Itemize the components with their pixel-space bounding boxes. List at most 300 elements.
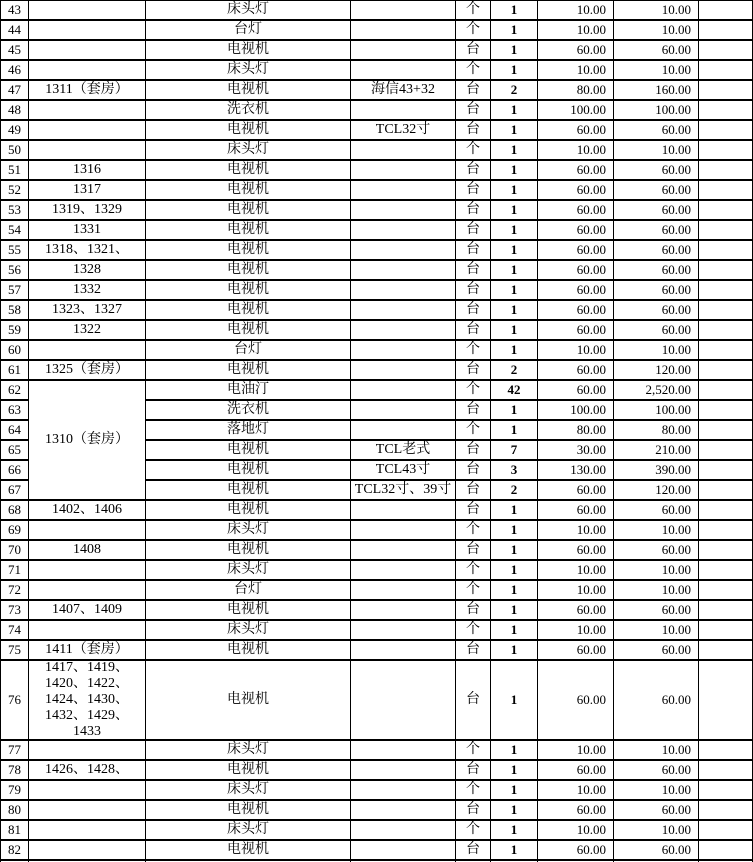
- cell-model-spec: [351, 541, 456, 561]
- cell-unit-price: 60.00: [538, 261, 614, 281]
- cell-model-spec: [351, 821, 456, 841]
- cell-room-number: [29, 121, 146, 141]
- cell-item-name: 床头灯: [146, 561, 351, 581]
- cell-model-spec: [351, 561, 456, 581]
- cell-quantity: 1: [491, 201, 538, 221]
- cell-model-spec: [351, 741, 456, 761]
- cell-unit-price: 10.00: [538, 521, 614, 541]
- cell-blank: [699, 321, 753, 341]
- cell-unit-price: 60.00: [538, 121, 614, 141]
- cell-model-spec: [351, 501, 456, 521]
- cell-model-spec: [351, 361, 456, 381]
- cell-item-name: 电视机: [146, 641, 351, 661]
- cell-unit: 台: [456, 541, 491, 561]
- cell-model-spec: [351, 621, 456, 641]
- cell-amount: 120.00: [614, 361, 699, 381]
- cell-model-spec: [351, 61, 456, 81]
- cell-blank: [699, 41, 753, 61]
- cell-room-number: 1417、1419、1420、1422、1424、1430、1432、1429、1433: [29, 661, 146, 741]
- cell-unit: 个: [456, 561, 491, 581]
- cell-item-name: 电油汀: [146, 381, 351, 401]
- cell-model-spec: [351, 581, 456, 601]
- cell-model-spec: [351, 401, 456, 421]
- cell-blank: [699, 821, 753, 841]
- cell-row-number: 63: [1, 401, 29, 421]
- cell-amount: 60.00: [614, 841, 699, 861]
- cell-quantity: 2: [491, 361, 538, 381]
- cell-quantity: 1: [491, 841, 538, 861]
- cell-room-number: 1411（套房）: [29, 641, 146, 661]
- cell-model-spec: [351, 781, 456, 801]
- cell-unit-price: 10.00: [538, 621, 614, 641]
- cell-model-spec: [351, 21, 456, 41]
- cell-room-number: 1331: [29, 221, 146, 241]
- cell-amount: 60.00: [614, 261, 699, 281]
- cell-blank: [699, 181, 753, 201]
- cell-amount: 10.00: [614, 61, 699, 81]
- cell-unit-price: 80.00: [538, 81, 614, 101]
- cell-row-number: 79: [1, 781, 29, 801]
- cell-blank: [699, 421, 753, 441]
- cell-quantity: 1: [491, 541, 538, 561]
- cell-model-spec: [351, 321, 456, 341]
- cell-blank: [699, 301, 753, 321]
- cell-unit-price: 60.00: [538, 301, 614, 321]
- cell-unit-price: 60.00: [538, 181, 614, 201]
- cell-row-number: 81: [1, 821, 29, 841]
- cell-row-number: 80: [1, 801, 29, 821]
- cell-blank: [699, 101, 753, 121]
- cell-unit-price: 30.00: [538, 441, 614, 461]
- cell-room-number: [29, 1, 146, 21]
- cell-room-number: 1322: [29, 321, 146, 341]
- cell-unit: 台: [456, 441, 491, 461]
- cell-blank: [699, 281, 753, 301]
- cell-unit-price: 60.00: [538, 161, 614, 181]
- cell-row-number: 69: [1, 521, 29, 541]
- cell-row-number: 60: [1, 341, 29, 361]
- cell-quantity: 1: [491, 741, 538, 761]
- cell-unit-price: 100.00: [538, 401, 614, 421]
- cell-unit: 台: [456, 761, 491, 781]
- cell-row-number: 47: [1, 81, 29, 101]
- cell-quantity: 42: [491, 381, 538, 401]
- cell-row-number: 62: [1, 381, 29, 401]
- cell-amount: 60.00: [614, 161, 699, 181]
- cell-amount: 60.00: [614, 201, 699, 221]
- cell-amount: 210.00: [614, 441, 699, 461]
- cell-row-number: 50: [1, 141, 29, 161]
- cell-quantity: 7: [491, 441, 538, 461]
- cell-item-name: 床头灯: [146, 821, 351, 841]
- cell-item-name: 电视机: [146, 481, 351, 501]
- cell-amount: 60.00: [614, 761, 699, 781]
- cell-quantity: 1: [491, 581, 538, 601]
- cell-model-spec: [351, 281, 456, 301]
- cell-item-name: 电视机: [146, 461, 351, 481]
- cell-room-number: [29, 561, 146, 581]
- cell-row-number: 72: [1, 581, 29, 601]
- cell-amount: 10.00: [614, 141, 699, 161]
- cell-room-number: [29, 621, 146, 641]
- cell-model-spec: TCL43寸: [351, 461, 456, 481]
- cell-amount: 60.00: [614, 541, 699, 561]
- cell-quantity: 1: [491, 21, 538, 41]
- cell-unit-price: 60.00: [538, 281, 614, 301]
- cell-blank: [699, 201, 753, 221]
- cell-model-spec: TCL32寸: [351, 121, 456, 141]
- cell-model-spec: [351, 241, 456, 261]
- cell-amount: 10.00: [614, 1, 699, 21]
- cell-quantity: 1: [491, 41, 538, 61]
- cell-unit: 台: [456, 281, 491, 301]
- cell-unit: 个: [456, 521, 491, 541]
- cell-amount: 60.00: [614, 221, 699, 241]
- cell-quantity: 3: [491, 461, 538, 481]
- cell-model-spec: [351, 1, 456, 21]
- cell-room-number: [29, 521, 146, 541]
- cell-quantity: 1: [491, 61, 538, 81]
- cell-row-number: 55: [1, 241, 29, 261]
- cell-item-name: 电视机: [146, 541, 351, 561]
- cell-model-spec: [351, 261, 456, 281]
- cell-quantity: 1: [491, 141, 538, 161]
- cell-unit: 台: [456, 301, 491, 321]
- cell-unit-price: 10.00: [538, 781, 614, 801]
- cell-item-name: 电视机: [146, 81, 351, 101]
- cell-unit-price: 60.00: [538, 321, 614, 341]
- cell-item-name: 电视机: [146, 281, 351, 301]
- cell-amount: 10.00: [614, 561, 699, 581]
- cell-room-number: [29, 781, 146, 801]
- cell-unit: 台: [456, 401, 491, 421]
- cell-blank: [699, 61, 753, 81]
- cell-room-number: 1332: [29, 281, 146, 301]
- cell-blank: [699, 601, 753, 621]
- cell-quantity: 1: [491, 561, 538, 581]
- cell-room-number: [29, 341, 146, 361]
- cell-quantity: 1: [491, 761, 538, 781]
- cell-blank: [699, 761, 753, 781]
- cell-item-name: 电视机: [146, 501, 351, 521]
- cell-room-number: 1328: [29, 261, 146, 281]
- cell-model-spec: [351, 641, 456, 661]
- cell-row-number: 67: [1, 481, 29, 501]
- cell-item-name: 电视机: [146, 361, 351, 381]
- cell-quantity: 1: [491, 421, 538, 441]
- cell-row-number: 56: [1, 261, 29, 281]
- cell-room-number: [29, 41, 146, 61]
- cell-room-number: [29, 141, 146, 161]
- cell-quantity: 1: [491, 401, 538, 421]
- cell-unit-price: 60.00: [538, 541, 614, 561]
- cell-row-number: 52: [1, 181, 29, 201]
- cell-blank: [699, 121, 753, 141]
- cell-unit-price: 60.00: [538, 481, 614, 501]
- cell-item-name: 电视机: [146, 241, 351, 261]
- cell-row-number: 82: [1, 841, 29, 861]
- cell-unit-price: 60.00: [538, 361, 614, 381]
- cell-amount: 10.00: [614, 341, 699, 361]
- cell-unit-price: 100.00: [538, 101, 614, 121]
- cell-amount: 60.00: [614, 281, 699, 301]
- cell-quantity: 1: [491, 661, 538, 741]
- cell-blank: [699, 361, 753, 381]
- cell-model-spec: [351, 201, 456, 221]
- cell-unit: 台: [456, 601, 491, 621]
- cell-row-number: 59: [1, 321, 29, 341]
- cell-unit: 台: [456, 661, 491, 741]
- cell-item-name: 电视机: [146, 121, 351, 141]
- cell-blank: [699, 741, 753, 761]
- cell-amount: 10.00: [614, 781, 699, 801]
- cell-blank: [699, 841, 753, 861]
- cell-item-name: 电视机: [146, 41, 351, 61]
- cell-unit: 个: [456, 381, 491, 401]
- cell-unit-price: 10.00: [538, 741, 614, 761]
- cell-item-name: 台灯: [146, 21, 351, 41]
- cell-blank: [699, 501, 753, 521]
- cell-room-number: [29, 801, 146, 821]
- cell-row-number: 77: [1, 741, 29, 761]
- cell-blank: [699, 341, 753, 361]
- cell-unit-price: 10.00: [538, 581, 614, 601]
- cell-row-number: 44: [1, 21, 29, 41]
- cell-unit: 台: [456, 641, 491, 661]
- cell-unit: 个: [456, 1, 491, 21]
- cell-room-number: 1426、1428、: [29, 761, 146, 781]
- cell-model-spec: [351, 761, 456, 781]
- cell-item-name: 床头灯: [146, 621, 351, 641]
- cell-model-spec: [351, 801, 456, 821]
- cell-unit: 个: [456, 421, 491, 441]
- cell-row-number: 64: [1, 421, 29, 441]
- cell-amount: 60.00: [614, 241, 699, 261]
- cell-item-name: 床头灯: [146, 61, 351, 81]
- cell-blank: [699, 461, 753, 481]
- cell-room-number: 1323、1327: [29, 301, 146, 321]
- cell-amount: 60.00: [614, 501, 699, 521]
- cell-item-name: 床头灯: [146, 781, 351, 801]
- cell-amount: 100.00: [614, 401, 699, 421]
- cell-model-spec: [351, 161, 456, 181]
- cell-unit-price: 60.00: [538, 241, 614, 261]
- cell-room-number: [29, 841, 146, 861]
- cell-row-number: 43: [1, 1, 29, 21]
- cell-item-name: 床头灯: [146, 1, 351, 21]
- cell-blank: [699, 641, 753, 661]
- cell-amount: 10.00: [614, 621, 699, 641]
- cell-unit: 台: [456, 221, 491, 241]
- cell-row-number: 68: [1, 501, 29, 521]
- cell-room-number: [29, 21, 146, 41]
- cell-blank: [699, 141, 753, 161]
- cell-room-number: 1407、1409: [29, 601, 146, 621]
- cell-model-spec: [351, 601, 456, 621]
- cell-model-spec: [351, 221, 456, 241]
- cell-amount: 60.00: [614, 181, 699, 201]
- cell-quantity: 1: [491, 241, 538, 261]
- cell-quantity: 1: [491, 781, 538, 801]
- cell-row-number: 70: [1, 541, 29, 561]
- cell-item-name: 电视机: [146, 761, 351, 781]
- cell-unit: 个: [456, 341, 491, 361]
- cell-blank: [699, 521, 753, 541]
- cell-item-name: 电视机: [146, 201, 351, 221]
- cell-unit: 个: [456, 141, 491, 161]
- cell-room-number: [29, 61, 146, 81]
- cell-item-name: 洗衣机: [146, 101, 351, 121]
- cell-amount: 60.00: [614, 641, 699, 661]
- cell-room-number: 1408: [29, 541, 146, 561]
- cell-item-name: 电视机: [146, 801, 351, 821]
- cell-unit: 台: [456, 321, 491, 341]
- cell-blank: [699, 581, 753, 601]
- cell-model-spec: [351, 101, 456, 121]
- cell-item-name: 床头灯: [146, 521, 351, 541]
- cell-blank: [699, 661, 753, 741]
- cell-unit-price: 60.00: [538, 501, 614, 521]
- cell-unit: 个: [456, 21, 491, 41]
- cell-row-number: 51: [1, 161, 29, 181]
- cell-amount: 60.00: [614, 121, 699, 141]
- cell-room-number: 1325（套房）: [29, 361, 146, 381]
- cell-model-spec: 海信43+32: [351, 81, 456, 101]
- cell-blank: [699, 481, 753, 501]
- cell-row-number: 73: [1, 601, 29, 621]
- cell-quantity: 1: [491, 161, 538, 181]
- cell-quantity: 1: [491, 641, 538, 661]
- cell-blank: [699, 81, 753, 101]
- cell-quantity: 1: [491, 121, 538, 141]
- cell-quantity: 1: [491, 341, 538, 361]
- cell-blank: [699, 161, 753, 181]
- cell-unit: 台: [456, 481, 491, 501]
- cell-room-number: [29, 741, 146, 761]
- cell-room-number: 1402、1406: [29, 501, 146, 521]
- cell-unit: 个: [456, 741, 491, 761]
- cell-unit-price: 60.00: [538, 221, 614, 241]
- cell-item-name: 电视机: [146, 841, 351, 861]
- cell-blank: [699, 221, 753, 241]
- cell-quantity: 1: [491, 1, 538, 21]
- cell-item-name: 电视机: [146, 321, 351, 341]
- cell-row-number: 61: [1, 361, 29, 381]
- cell-unit: 台: [456, 181, 491, 201]
- cell-item-name: 电视机: [146, 181, 351, 201]
- cell-unit-price: 60.00: [538, 761, 614, 781]
- cell-unit: 个: [456, 61, 491, 81]
- cell-unit: 台: [456, 841, 491, 861]
- cell-amount: 100.00: [614, 101, 699, 121]
- cell-amount: 2,520.00: [614, 381, 699, 401]
- cell-unit: 个: [456, 581, 491, 601]
- cell-row-number: 75: [1, 641, 29, 661]
- cell-model-spec: [351, 341, 456, 361]
- cell-quantity: 2: [491, 481, 538, 501]
- cell-unit: 台: [456, 501, 491, 521]
- cell-blank: [699, 241, 753, 261]
- cell-unit: 台: [456, 201, 491, 221]
- cell-quantity: 1: [491, 301, 538, 321]
- cell-row-number: 74: [1, 621, 29, 641]
- cell-blank: [699, 381, 753, 401]
- cell-item-name: 台灯: [146, 341, 351, 361]
- cell-row-number: 76: [1, 661, 29, 741]
- cell-quantity: 1: [491, 261, 538, 281]
- cell-unit: 个: [456, 621, 491, 641]
- cell-unit-price: 60.00: [538, 201, 614, 221]
- cell-amount: 10.00: [614, 521, 699, 541]
- cell-quantity: 1: [491, 321, 538, 341]
- cell-unit-price: 60.00: [538, 381, 614, 401]
- cell-blank: [699, 801, 753, 821]
- cell-model-spec: TCL老式: [351, 441, 456, 461]
- cell-item-name: 电视机: [146, 441, 351, 461]
- cell-room-number: 1319、1329: [29, 201, 146, 221]
- cell-item-name: 洗衣机: [146, 401, 351, 421]
- cell-unit-price: 80.00: [538, 421, 614, 441]
- cell-room-number: [29, 821, 146, 841]
- cell-quantity: 1: [491, 281, 538, 301]
- cell-quantity: 1: [491, 221, 538, 241]
- cell-model-spec: [351, 181, 456, 201]
- cell-item-name: 电视机: [146, 661, 351, 741]
- cell-amount: 60.00: [614, 801, 699, 821]
- cell-quantity: 1: [491, 521, 538, 541]
- cell-amount: 10.00: [614, 581, 699, 601]
- cell-quantity: 1: [491, 601, 538, 621]
- cell-blank: [699, 621, 753, 641]
- cell-row-number: 48: [1, 101, 29, 121]
- cell-item-name: 电视机: [146, 221, 351, 241]
- cell-item-name: 电视机: [146, 301, 351, 321]
- cell-unit: 台: [456, 461, 491, 481]
- cell-unit-price: 10.00: [538, 141, 614, 161]
- cell-row-number: 58: [1, 301, 29, 321]
- cell-row-number: 49: [1, 121, 29, 141]
- cell-quantity: 2: [491, 81, 538, 101]
- cell-model-spec: [351, 841, 456, 861]
- cell-item-name: 电视机: [146, 601, 351, 621]
- cell-model-spec: [351, 141, 456, 161]
- cell-room-number: 1310（套房）: [29, 381, 146, 501]
- cell-unit-price: 10.00: [538, 21, 614, 41]
- cell-amount: 60.00: [614, 661, 699, 741]
- cell-row-number: 54: [1, 221, 29, 241]
- cell-blank: [699, 401, 753, 421]
- cell-blank: [699, 1, 753, 21]
- cell-unit: 台: [456, 361, 491, 381]
- cell-row-number: 65: [1, 441, 29, 461]
- cell-unit: 台: [456, 241, 491, 261]
- cell-amount: 10.00: [614, 821, 699, 841]
- cell-unit-price: 60.00: [538, 641, 614, 661]
- cell-unit: 台: [456, 161, 491, 181]
- cell-room-number: 1311（套房）: [29, 81, 146, 101]
- cell-unit: 台: [456, 101, 491, 121]
- cell-blank: [699, 781, 753, 801]
- cell-amount: 60.00: [614, 601, 699, 621]
- cell-unit: 台: [456, 41, 491, 61]
- cell-row-number: 71: [1, 561, 29, 581]
- cell-unit: 个: [456, 821, 491, 841]
- cell-item-name: 床头灯: [146, 141, 351, 161]
- cell-row-number: 78: [1, 761, 29, 781]
- cell-amount: 390.00: [614, 461, 699, 481]
- cell-model-spec: [351, 41, 456, 61]
- cell-amount: 80.00: [614, 421, 699, 441]
